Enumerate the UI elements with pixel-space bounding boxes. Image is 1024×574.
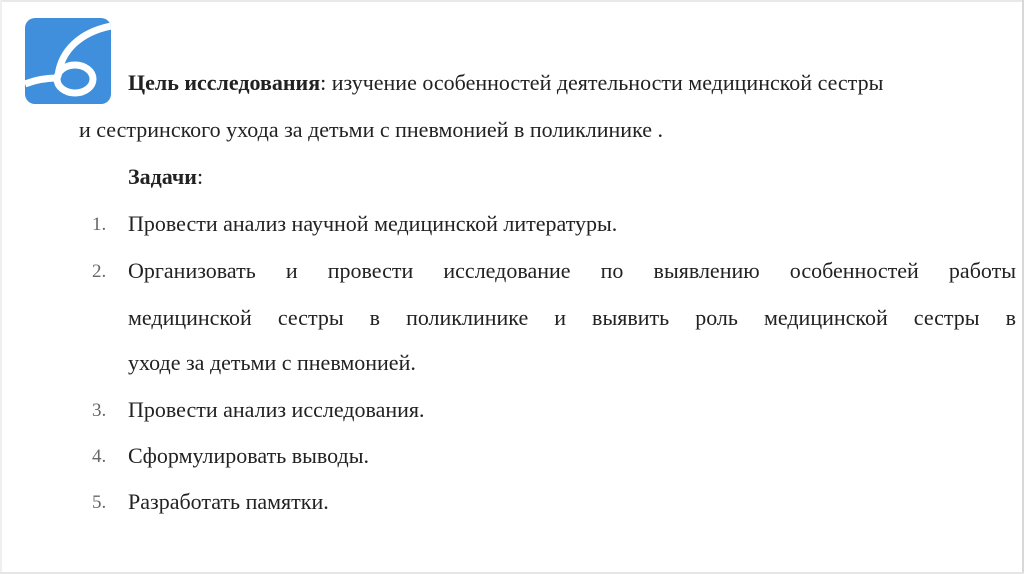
goal-text: : изучение особенностей деятельности медицинской сестры	[320, 70, 884, 95]
task-number: 5.	[92, 492, 107, 513]
tasks-heading-label: Задачи	[128, 164, 197, 189]
task-number: 3.	[92, 400, 107, 421]
task-line: медицинской сестры в поликлинике и выявить роль медицинской сестры в	[128, 305, 1016, 330]
logo-six-icon	[25, 18, 111, 104]
task-number: 2.	[92, 261, 107, 282]
goal-label: Цель исследования	[128, 70, 321, 95]
task-line: Провести анализ исследования.	[128, 397, 425, 422]
frame-left-edge	[0, 0, 2, 574]
task-line: Разработать памятки.	[128, 489, 329, 514]
goal-continuation: и сестринского ухода за детьми с пневмонией в поликлинике .	[79, 117, 663, 142]
goal-line	[128, 70, 883, 96]
task-line: уходе за детьми с пневмонией.	[128, 350, 416, 375]
task-number: 1.	[92, 214, 107, 235]
frame-top-edge	[0, 0, 1024, 2]
tasks-heading	[128, 164, 203, 190]
task-line: Провести анализ научной медицинской литературы.	[128, 211, 618, 236]
task-number: 4.	[92, 446, 107, 467]
task-line: Организовать и провести исследование по выявлению особенностей работы	[128, 258, 1016, 283]
tasks-heading-colon: :	[196, 164, 204, 189]
task-line: Сформулировать выводы.	[128, 443, 369, 468]
